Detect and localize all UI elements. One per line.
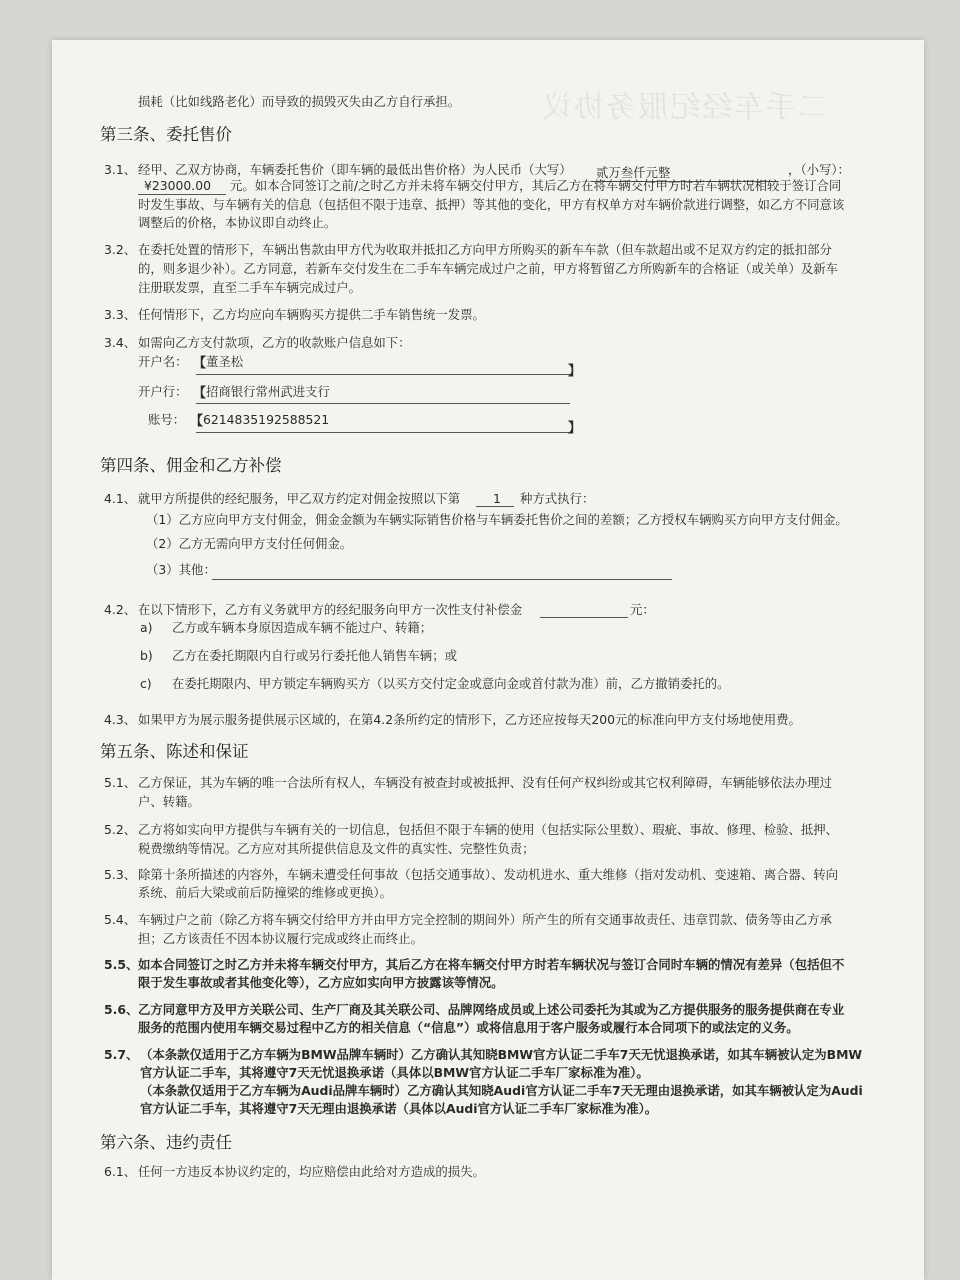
commission-other-underline — [212, 579, 672, 580]
commission-choice-underline — [476, 506, 514, 507]
clause-3-3-line1: 任何情形下，乙方均应向车辆购买方提供二手车销售统一发票。 — [138, 307, 485, 322]
clause-4-1-line1b: 种方式执行： — [520, 491, 595, 506]
clause-5-1-line1: 乙方保证，其为车辆的唯一合法所有权人，车辆没有被查封或被抵押、没有任何产权纠纷或其它权利障碍，车辆能够依法办理过 — [138, 775, 832, 790]
section-6-heading: 第六条、违约责任 — [100, 1133, 232, 1152]
clause-4-2-number: 4.2、 — [104, 602, 137, 617]
clause-4-2-a-tag: a) — [140, 620, 153, 635]
commission-choice-field[interactable]: 1 — [493, 491, 501, 506]
clause-5-7-line4: 官方认证二手车，其将遵守7天无理由退换承诺（具体以Audi官方认证二手车厂家标准为准）。 — [140, 1101, 658, 1116]
clause-4-3-line1: 如果甲方为展示服务提供展示区域的，在第4.2条所约定的情形下，乙方还应按每天200元的标准向甲方支付场地使用费。 — [138, 712, 801, 727]
clause-5-2-line2: 税费缴纳等情况。乙方应对其所提供信息及文件的真实性、完整性负责； — [138, 841, 535, 856]
clause-5-2-number: 5.2、 — [104, 822, 137, 837]
section-4-heading: 第四条、佣金和乙方补偿 — [100, 456, 282, 475]
compensation-amount-underline — [540, 617, 628, 618]
clause-5-6-line2: 服务的范围内使用车辆交易过程中乙方的相关信息（“信息”）或将信息用于客户服务或履行本合同项下的或法定的义务。 — [138, 1020, 799, 1035]
section-5-heading: 第五条、陈述和保证 — [100, 742, 249, 761]
account-number-underline — [196, 432, 570, 433]
clause-3-2-line2: 的，则多退少补）。乙方同意，若新车交付发生在二手车车辆完成过户之前，甲方将暂留乙方所购新车的合格证（或关单）及新车 — [138, 261, 839, 276]
clause-6-1-number: 6.1、 — [104, 1164, 137, 1179]
clause-5-7-number: 5.7、 — [104, 1047, 139, 1062]
clause-4-2-c: 在委托期限内、甲方锁定车辆购买方（以买方交付定金或意向金或首付款为准）前，乙方撤销委托的。 — [172, 676, 730, 691]
clause-5-4-number: 5.4、 — [104, 912, 137, 927]
bank-field[interactable]: 招商银行常州武进支行 — [206, 384, 330, 399]
account-number-right-bracket: 】 — [568, 421, 582, 436]
bank-left-bracket: 【 — [193, 386, 207, 401]
intro-text: 损耗（比如线路老化）而导致的损毁灭失由乙方自行承担。 — [138, 94, 461, 109]
clause-3-1-line1a: 经甲、乙双方协商，车辆委托售价（即车辆的最低出售价格）为人民币（大写） — [138, 162, 572, 177]
clause-5-5-number: 5.5、 — [104, 957, 139, 972]
clause-5-1-line2: 户、转籍。 — [138, 794, 200, 809]
clause-3-4-line1: 如需向乙方支付款项，乙方的收款账户信息如下： — [138, 335, 411, 350]
price-lower-field[interactable]: ¥23000.00 — [144, 178, 212, 193]
clause-3-1-line3: 时发生事故、与车辆有关的信息（包括但不限于违章、抵押）等其他的变化，甲方有权单方对车辆价款进行调整，如乙方不同意该 — [138, 197, 845, 212]
clause-3-1-line4: 调整后的价格，本协议即自动终止。 — [138, 215, 337, 230]
clause-4-2-line1b: 元： — [630, 602, 655, 617]
clause-5-4-line1: 车辆过户之前（除乙方将车辆交付给甲方并由甲方完全控制的期间外）所产生的所有交通事故责任、违章罚款、债务等由乙方承 — [138, 912, 832, 927]
clause-4-1-number: 4.1、 — [104, 491, 137, 506]
clause-5-5-line1: 如本合同签订之时乙方并未将车辆交付甲方，其后乙方在将车辆交付甲方时若车辆状况与签订合同时车辆的情况有差异（包括但不 — [138, 957, 845, 972]
clause-5-3-number: 5.3、 — [104, 867, 137, 882]
clause-5-7-line3: （本条款仅适用于乙方车辆为Audi品牌车辆时）乙方确认其知晓Audi官方认证二手车7天无理由退换承诺，如其车辆被认定为Audi — [140, 1083, 863, 1098]
clause-5-4-line2: 担；乙方该责任不因本协议履行完成或终止而终止。 — [138, 931, 423, 946]
clause-5-6-number: 5.6、 — [104, 1002, 139, 1017]
clause-4-2-b-tag: b) — [140, 648, 153, 663]
account-number-label: 账号： — [148, 412, 186, 427]
section-3-heading: 第三条、委托售价 — [100, 125, 232, 144]
clause-3-1-line1b: ，（小写）： — [788, 162, 850, 177]
clause-4-2-c-tag: c) — [140, 676, 152, 691]
price-upper-field[interactable]: 贰万叁仟元整 — [596, 165, 671, 180]
clause-5-7-line1: （本条款仅适用于乙方车辆为BMW品牌车辆时）乙方确认其知晓BMW官方认证二手车7天无忧退换承诺，如其车辆被认定为BMW — [140, 1047, 863, 1062]
account-number-field[interactable]: 6214835192588521 — [203, 412, 330, 427]
clause-5-3-line2: 系统、前后大梁或前后防撞梁的维修或更换）。 — [138, 885, 393, 900]
clause-3-4-number: 3.4、 — [104, 335, 137, 350]
clause-6-1-line1: 任何一方违反本协议约定的，均应赔偿由此给对方造成的损失。 — [138, 1164, 485, 1179]
account-number-left-bracket: 【 — [190, 414, 204, 429]
clause-3-1-number: 3.1、 — [104, 162, 137, 177]
account-holder-field[interactable]: 董圣松 — [206, 354, 244, 369]
clause-5-2-line1: 乙方将如实向甲方提供与车辆有关的一切信息，包括但不限于车辆的使用（包括实际公里数）、瑕疵、事故、修理、检验、抵押、 — [138, 822, 839, 837]
clause-5-7-line2: 官方认证二手车，其将遵守7天无忧退换承诺（具体以BMW官方认证二手车厂家标准为准）。 — [140, 1065, 649, 1080]
clause-5-5-line2: 限于发生事故或者其他变化等），乙方应如实向甲方披露该等情况。 — [138, 975, 504, 990]
clause-4-3-number: 4.3、 — [104, 712, 137, 727]
clause-5-6-line1: 乙方同意甲方及甲方关联公司、生产厂商及其关联公司、品牌网络成员或上述公司委托为其或为乙方提供服务的服务提供商在专业 — [138, 1002, 845, 1017]
clause-3-2-line3: 注册联发票，直至二手车车辆完成过户。 — [138, 280, 362, 295]
commission-option-1: （1）乙方应向甲方支付佣金，佣金金额为车辆实际销售价格与车辆委托售价之间的差额；乙方授权车辆购买方向甲方支付佣金。 — [146, 512, 848, 527]
account-holder-label: 开户名： — [138, 354, 188, 369]
clause-3-1-line2b: 元。如本合同签订之前/之时乙方并未将车辆交付甲方，其后乙方在将车辆交付甲方时若车辆状况相较于签订合同 — [230, 178, 842, 193]
clause-4-1-line1a: 就甲方所提供的经纪服务，甲乙双方约定对佣金按照以下第 — [138, 491, 461, 506]
clause-5-1-number: 5.1、 — [104, 775, 137, 790]
clause-4-2-b: 乙方在委托期限内自行或另行委托他人销售车辆；或 — [172, 648, 457, 663]
bank-underline — [196, 403, 570, 404]
bleed-through-title: 二手车经纪服务协议 — [540, 90, 828, 125]
account-holder-left-bracket: 【 — [193, 356, 207, 371]
account-holder-underline — [196, 374, 570, 375]
clause-3-2-number: 3.2、 — [104, 242, 137, 257]
bank-label: 开户行： — [138, 384, 188, 399]
account-holder-right-bracket: 】 — [568, 364, 582, 379]
commission-option-3: （3）其他： — [146, 562, 216, 577]
clause-3-3-number: 3.3、 — [104, 307, 137, 322]
clause-4-2-a: 乙方或车辆本身原因造成车辆不能过户、转籍； — [172, 620, 433, 635]
clause-4-2-line1a: 在以下情形下，乙方有义务就甲方的经纪服务向甲方一次性支付补偿金 — [138, 602, 523, 617]
clause-3-2-line1: 在委托处置的情形下，车辆出售款由甲方代为收取并抵扣乙方向甲方所购买的新车车款（但车款超出或不足双方约定的抵扣部分 — [138, 242, 832, 257]
commission-option-2: （2）乙方无需向甲方支付任何佣金。 — [146, 536, 353, 551]
clause-5-3-line1: 除第十条所描述的内容外，车辆未遭受任何事故（包括交通事故）、发动机进水、重大维修（指对发动机、变速箱、离合器、转向 — [138, 867, 839, 882]
